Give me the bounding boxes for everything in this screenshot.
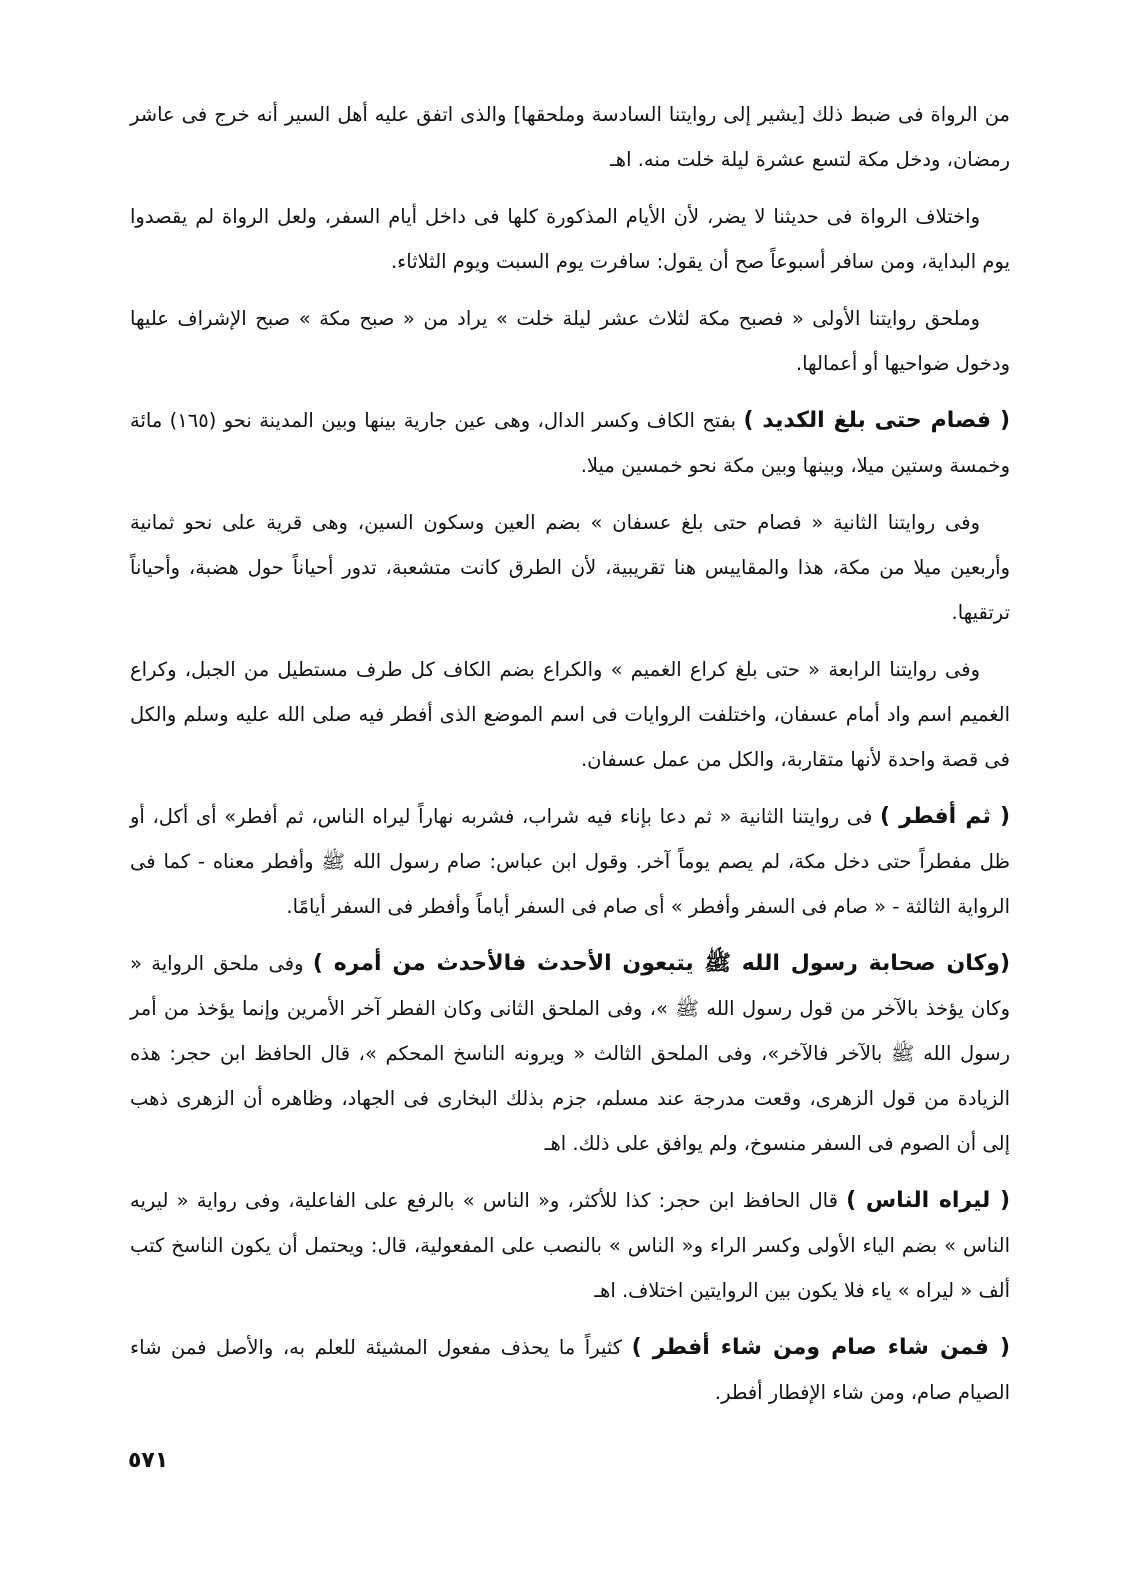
page-number: ٥٧١ [128,1448,169,1473]
paragraph-4-heading: ( فصام حتى بلغ الكديد ) [743,408,1011,433]
paragraph-6 [130,647,1010,782]
paragraph-4 [130,398,1010,488]
paragraph-3 [130,296,1010,386]
paragraph-9-text: قال الحافظ ابن حجر: كذا للأكثر، و« الناس » بالرفع على الفاعلية، وفى رواية « ليريه الناس » بضم الياء الأولى وكسر الراء و« الناس » بالنصب على المفعولية، قال: ويحتمل أن يكون الناسخ كتب ألف « ليراه » ياء فلا يكون بين الروايتين اختلاف. اهـ [130,1189,1010,1302]
paragraph-5 [130,500,1010,635]
page-body [130,92,1010,1427]
paragraph-7-heading: ( ثم أفطر ) [880,804,1010,829]
paragraph-6-text: وفى روايتنا الرابعة « حتى بلغ كراع الغميم » والكراع بضم الكاف كل طرف مستطيل من الجبل، وكراع الغميم اسم واد أمام عسفان، واختلفت الروايات فى اسم الموضع الذى أفطر فيه صلى الله عليه وسلم والكل فى قصة واحدة لأنها متقاربة، والكل من عمل عسفان. [130,658,1010,771]
paragraph-1 [130,92,1010,182]
paragraph-10-text: كثيراً ما يحذف مفعول المشيئة للعلم به، والأصل فمن شاء الصيام صام، ومن شاء الإفطار أفطر. [130,1336,1010,1404]
paragraph-4-text: بفتح الكاف وكسر الدال، وهى عين جارية بينها وبين المدينة نحو (١٦٥) مائة وخمسة وستين ميلا، وبينها وبين مكة نحو خمسين ميلا. [130,409,1010,477]
paragraph-8 [130,941,1010,1166]
paragraph-9 [130,1178,1010,1313]
paragraph-7-text: فى روايتنا الثانية « ثم دعا بإناء فيه شراب، فشربه نهاراً ليراه الناس، ثم أفطر» أى أكل، أو ظل مفطراً حتى دخل مكة، لم يصم يوماً آخر. وقول ابن عباس: صام رسول الله ﷺ وأفطر معناه - كما فى الرواية الثالثة - « صام فى السفر وأفطر » أى صام فى السفر أياماً وأفطر فى السفر أيامًا. [130,805,1010,918]
paragraph-5-text: وفى روايتنا الثانية « فصام حتى بلغ عسفان » بضم العين وسكون السين، وهى قرية على نحو ثمانية وأربعين ميلا من مكة، هذا والمقاييس هنا تقريبية، لأن الطرق كانت متشعبة، تدور أحياناً حول هضبة، وأحياناً ترتقيها. [130,511,1010,624]
paragraph-2-text: واختلاف الرواة فى حديثنا لا يضر، لأن الأيام المذكورة كلها فى داخل أيام السفر، ولعل الرواة لم يقصدوا يوم البداية، ومن سافر أسبوعاً صح أن يقول: سافرت يوم السبت ويوم الثلاثاء. [130,205,1010,273]
paragraph-9-heading: ( ليراه الناس ) [846,1188,1010,1213]
paragraph-8-text: وفى ملحق الرواية « وكان يؤخذ بالآخر من قول رسول الله ﷺ »، وفى الملحق الثانى وكان الفطر آخر الأمرين وإنما يؤخذ من أمر رسول الله ﷺ بالآخر فالآخر»، وفى الملحق الثالث « ويرونه الناسخ المحكم »، قال الحافظ ابن حجر: هذه الزيادة من قول الزهرى، وقعت مدرجة عند مسلم، جزم بذلك البخارى فى الجهاد، وظاهره أن الزهرى ذهب إلى أن الصوم فى السفر منسوخ، ولم يوافق على ذلك. اهـ [130,952,1010,1155]
paragraph-3-text: وملحق روايتنا الأولى « فصبح مكة لثلاث عشر ليلة خلت » يراد من « صبح مكة » صبح الإشراف عليها ودخول ضواحيها أو أعمالها. [130,307,1010,375]
paragraph-10 [130,1325,1010,1415]
paragraph-10-heading: ( فمن شاء صام ومن شاء أفطر ) [631,1335,1010,1360]
paragraph-7 [130,794,1010,929]
paragraph-8-heading: (وكان صحابة رسول الله ﷺ يتبعون الأحدث فالأحدث من أمره ) [312,951,1011,976]
paragraph-1-text: من الرواة فى ضبط ذلك [يشير إلى روايتنا السادسة وملحقها] والذى اتفق عليه أهل السير أنه خرج فى عاشر رمضان، ودخل مكة لتسع عشرة ليلة خلت منه. اهـ [130,103,1010,171]
paragraph-2 [130,194,1010,284]
